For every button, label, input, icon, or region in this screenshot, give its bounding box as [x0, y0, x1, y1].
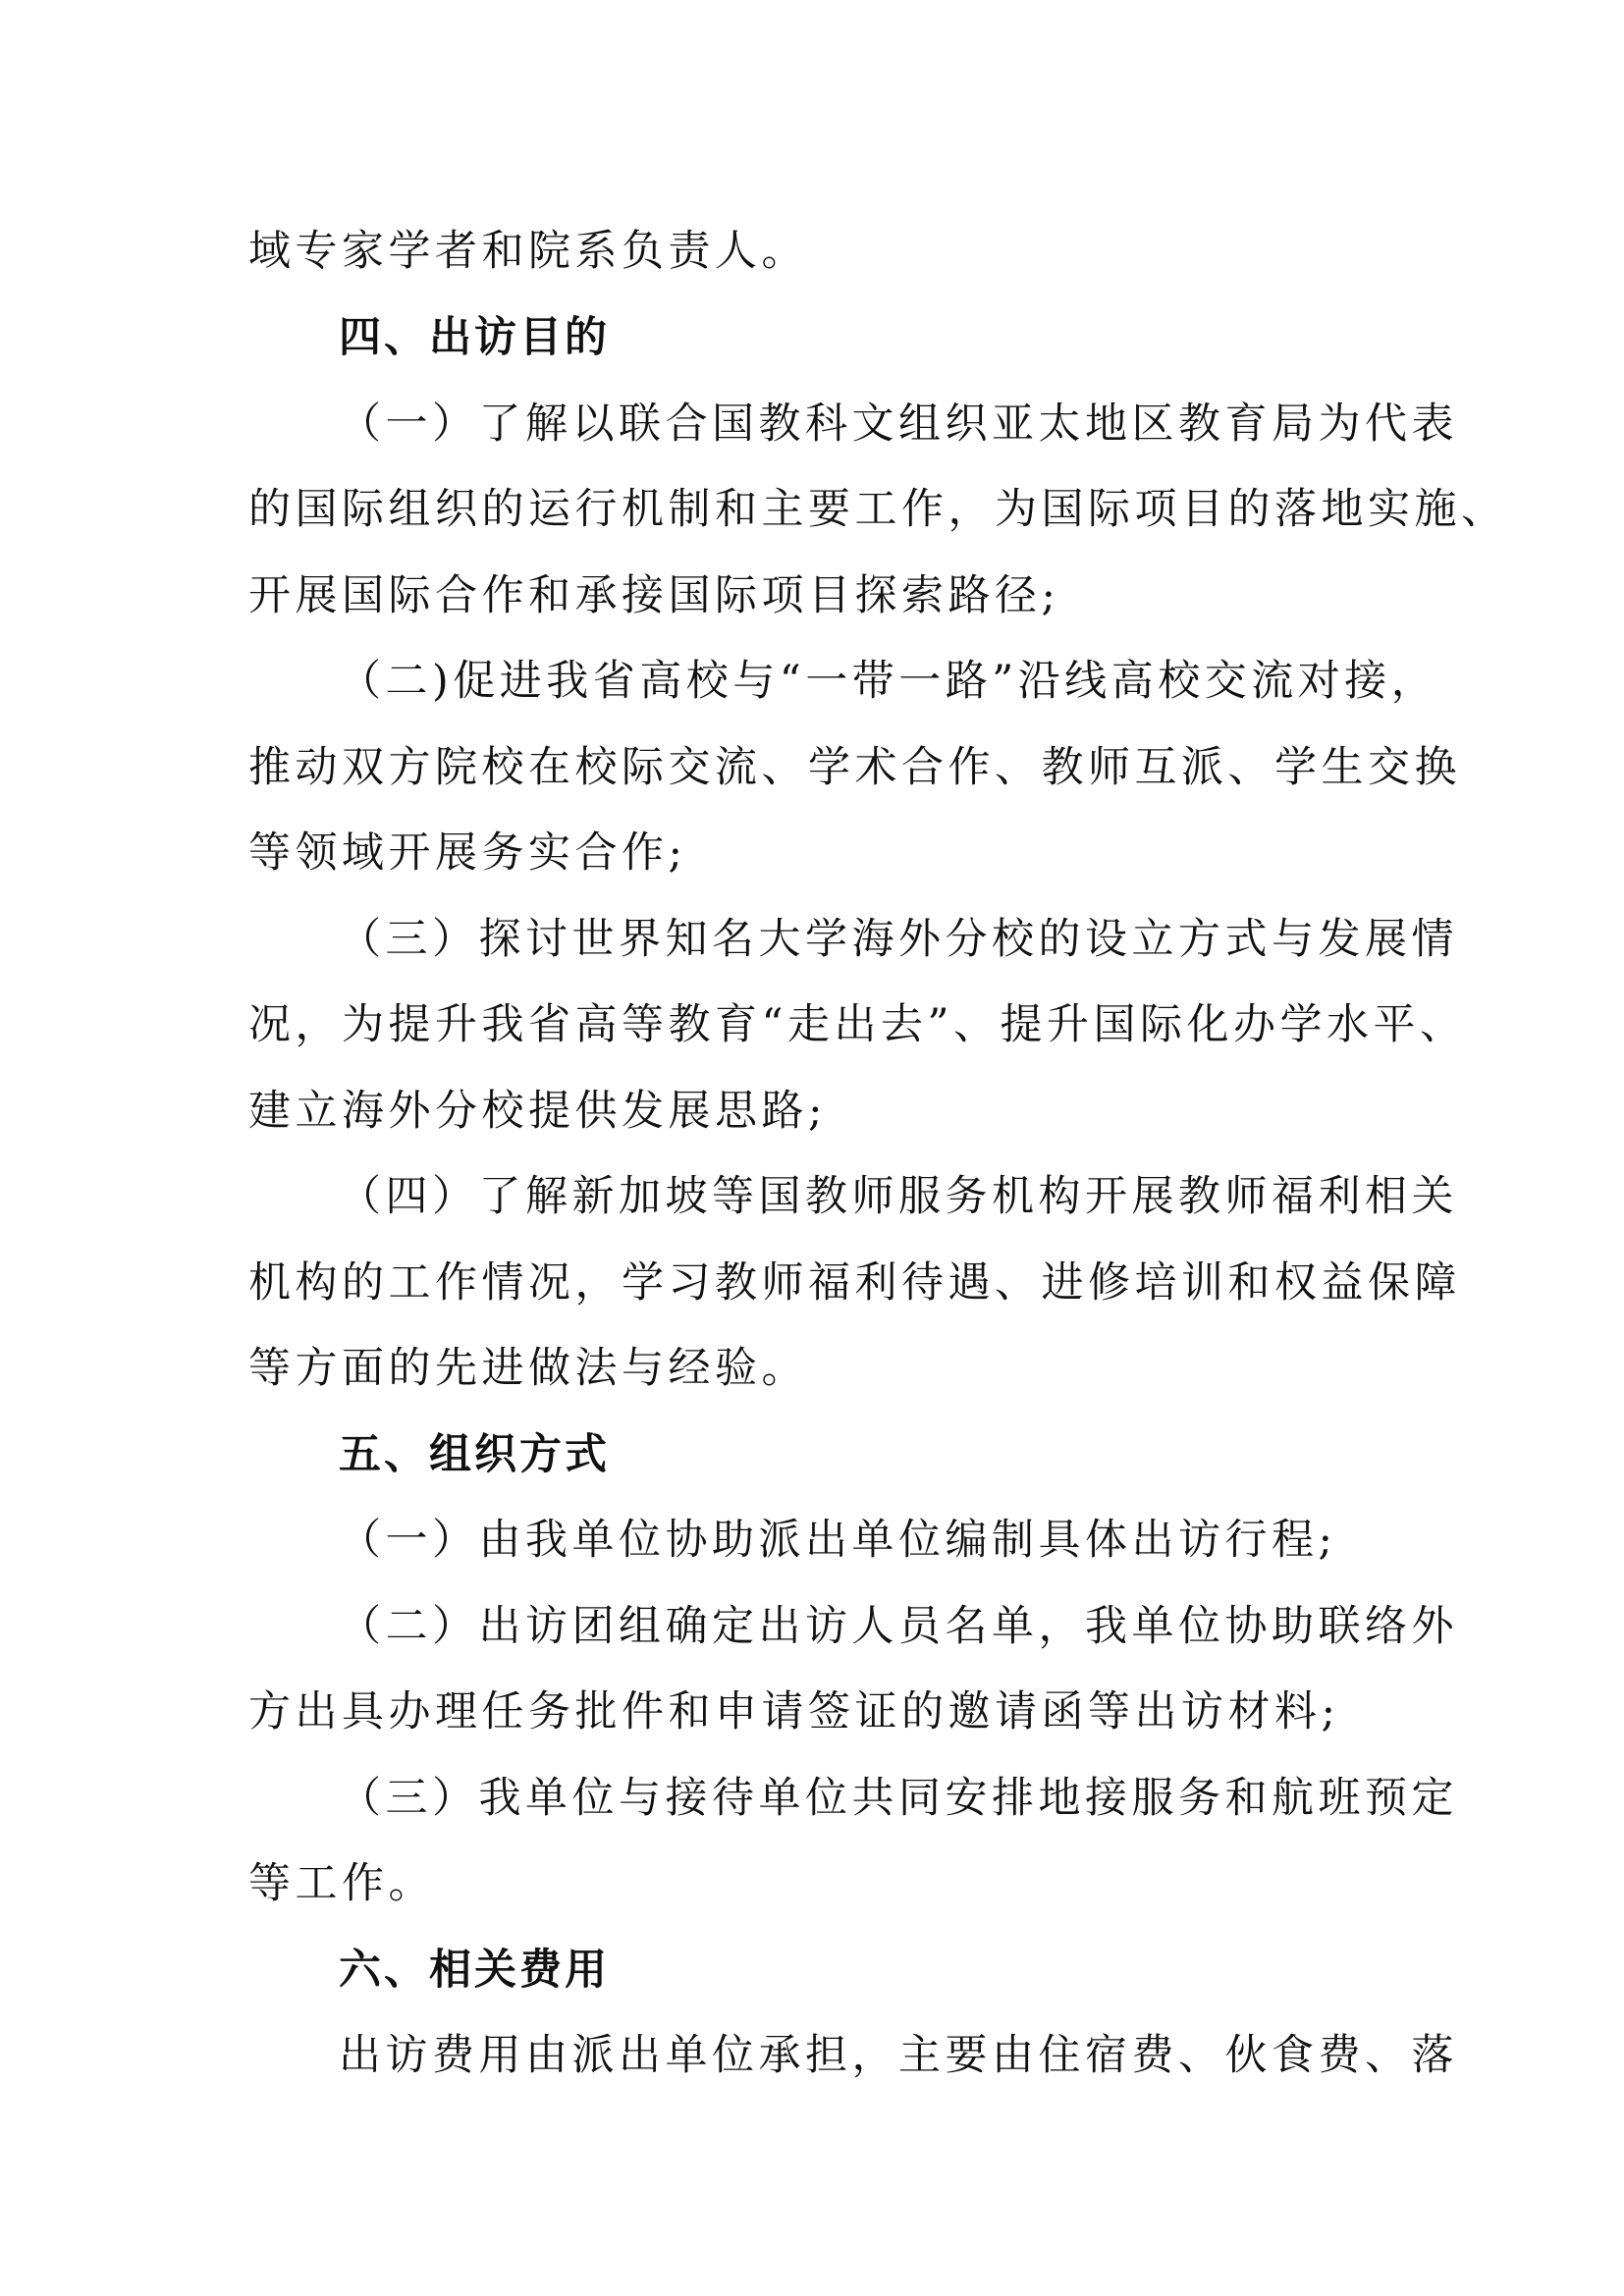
purpose-item-1-line-2: 的国际组织的运行机制和主要工作，为国际项目的落地实施、: [248, 485, 1508, 534]
purpose-item-2-line-3: 等领域开展务实合作;: [248, 828, 687, 878]
organization-item-3-line-2: 等工作。: [248, 1859, 435, 1908]
body-line-continuation: 域专家学者和院系负责人。: [248, 227, 808, 276]
organization-item-2-line-1: （二）出访团组确定出访人员名单，我单位协助联络外: [339, 1602, 1458, 1651]
purpose-item-3-line-1: （三）探讨世界知名大学海外分校的设立方式与发展情: [339, 915, 1458, 964]
purpose-item-2-line-1: （二)促进我省高校与“一带一路”沿线高校交流对接，: [339, 657, 1438, 706]
section-heading-organization: 五、组织方式: [339, 1430, 610, 1479]
purpose-item-3-line-3: 建立海外分校提供发展思路;: [248, 1087, 827, 1136]
purpose-item-1-line-3: 开展国际合作和承接国际项目探索路径;: [248, 571, 1060, 620]
section-heading-costs: 六、相关费用: [339, 1946, 610, 1995]
costs-paragraph-line-1: 出访费用由派出单位承担，主要由住宿费、伙食费、落: [339, 2031, 1458, 2080]
purpose-item-4-line-3: 等方面的先进做法与经验。: [248, 1344, 808, 1393]
section-heading-purpose: 四、出访目的: [339, 313, 610, 362]
purpose-item-3-line-2: 况，为提升我省高等教育“走出去”、提升国际化办学水平、: [248, 1000, 1467, 1049]
purpose-item-2-line-2: 推动双方院校在校际交流、学术合作、教师互派、学生交换: [248, 743, 1461, 792]
purpose-item-1-line-1: （一）了解以联合国教科文组织亚太地区教育局为代表: [339, 400, 1458, 449]
organization-item-3-line-1: （三）我单位与接待单位共同安排地接服务和航班预定: [339, 1774, 1458, 1823]
purpose-item-4-line-1: （四）了解新加坡等国教师服务机构开展教师福利相关: [339, 1172, 1458, 1221]
organization-item-2-line-2: 方出具办理任务批件和申请签证的邀请函等出访材料;: [248, 1687, 1340, 1736]
purpose-item-4-line-2: 机构的工作情况，学习教师福利待遇、进修培训和权益保障: [248, 1258, 1461, 1308]
organization-item-1: （一）由我单位协助派出单位编制具体出访行程;: [339, 1516, 1337, 1565]
